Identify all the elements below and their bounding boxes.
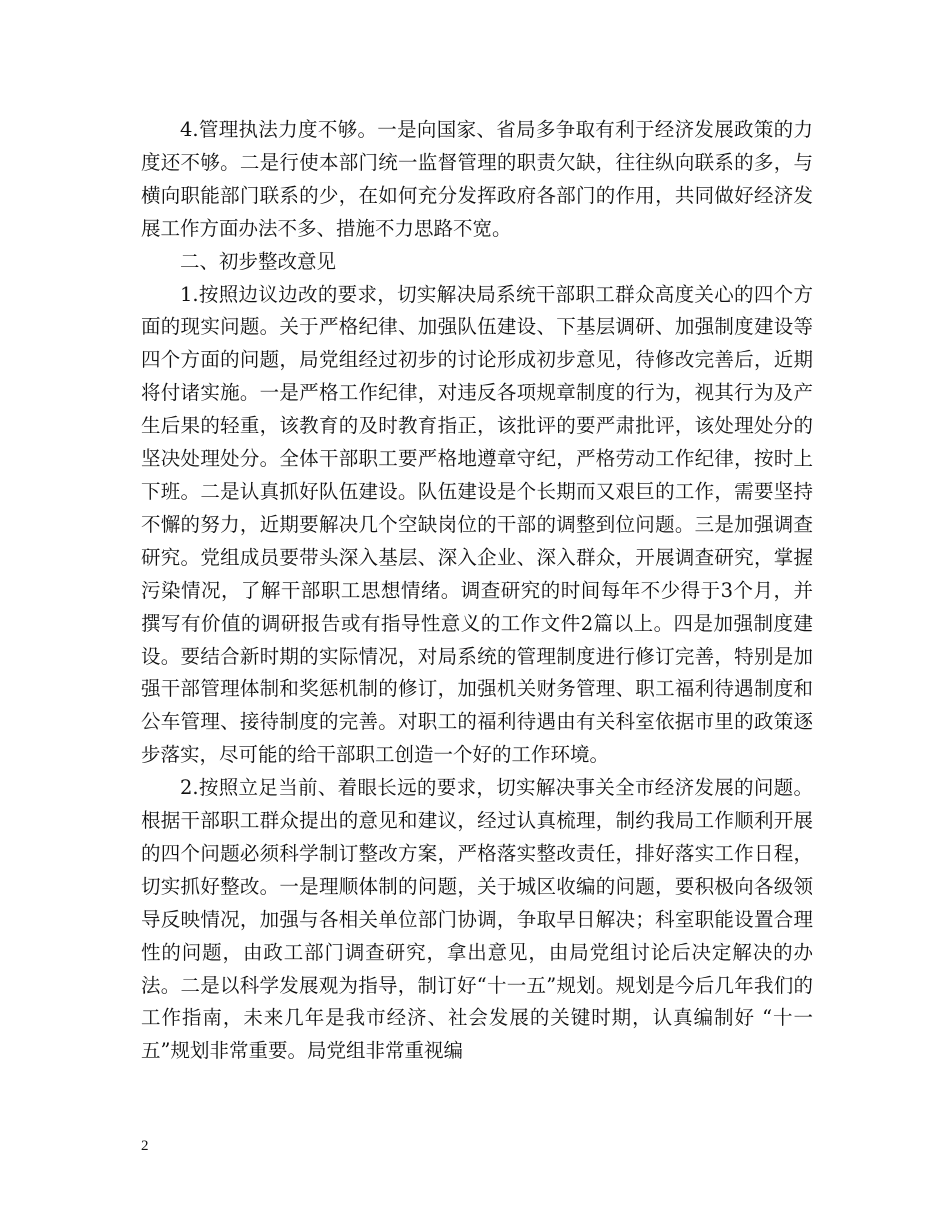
paragraph-management-enforcement: 4.管理执法力度不够。一是向国家、省局多争取有利于经济发展政策的力度还不够。二是行使本部门统一监督管理的职责欠缺，往往纵向联系的多，与横向职能部门联系的少，在如何充分发挥政府各部门的作用，共同做好经济发展工作方面办法不多、措施不力思路不宽。 (141, 118, 813, 240)
section-heading-rectification: 二、初步整改意见 (180, 249, 337, 273)
paragraph-rectification-point-1: 1.按照边议边改的要求，切实解决局系统干部职工群众高度关心的四个方面的现实问题。关于严格纪律、加强队伍建设、下基层调研、加强制度建设等四个方面的问题，局党组经过初步的讨论形成初步意见，待修改完善后，近期将付诸实施。一是严格工作纪律，对违反各项规章制度的行为，视其行为及产生后果的轻重，该教育的及时教育指正，该批评的要严肃批评，该处理处分的坚决处理处分。全体干部职工要严格地遵章守纪，严格劳动工作纪律，按时上下班。二是认真抓好队伍建设。队伍建设是个长期而又艰巨的工作，需要坚持不懈的努力，近期要解决几个空缺岗位的干部的调整到位问题。三是加强调查研究。党组成员要带头深入基层、深入企业、深入群众，开展调查研究，掌握污染情况，了解干部职工思想情绪。调查研究的时间每年不少得于3个月，并撰写有价值的调研报告或有指导性意义的工作文件2篇以上。四是加强制度建设。要结合新时期的实际情况，对局系统的管理制度进行修订完善，特别是加强干部管理体制和奖惩机制的修订，加强机关财务管理、职工福利待遇制度和公车管理、接待制度的完善。对职工的福利待遇由有关科室依据市里的政策逐步落实，尽可能的给干部职工创造一个好的工作环境。 (141, 282, 813, 767)
page-number: 2 (141, 1138, 149, 1154)
paragraph-rectification-point-2: 2.按照立足当前、着眼长远的要求，切实解决事关全市经济发展的问题。根据干部职工群众提出的意见和建议，经过认真梳理，制约我局工作顺利开展的四个问题必须科学制订整改方案，严格落实整改责任，排好落实工作日程，切实抓好整改。一是理顺体制的问题，关于城区收编的问题，要积极向各级领导反映情况，加强与各相关单位部门协调，争取早日解决；科室职能设置合理性的问题，由政工部门调查研究，拿出意见，由局党组讨论后决定解决的办法。二是以科学发展观为指导，制订好“十一五”规划。规划是今后几年我们的工作指南，未来几年是我市经济、社会发展的关键时期，认真编制好 “十一五”规划非常重要。局党组非常重视编 (141, 776, 813, 1063)
document-body (141, 114, 813, 1068)
